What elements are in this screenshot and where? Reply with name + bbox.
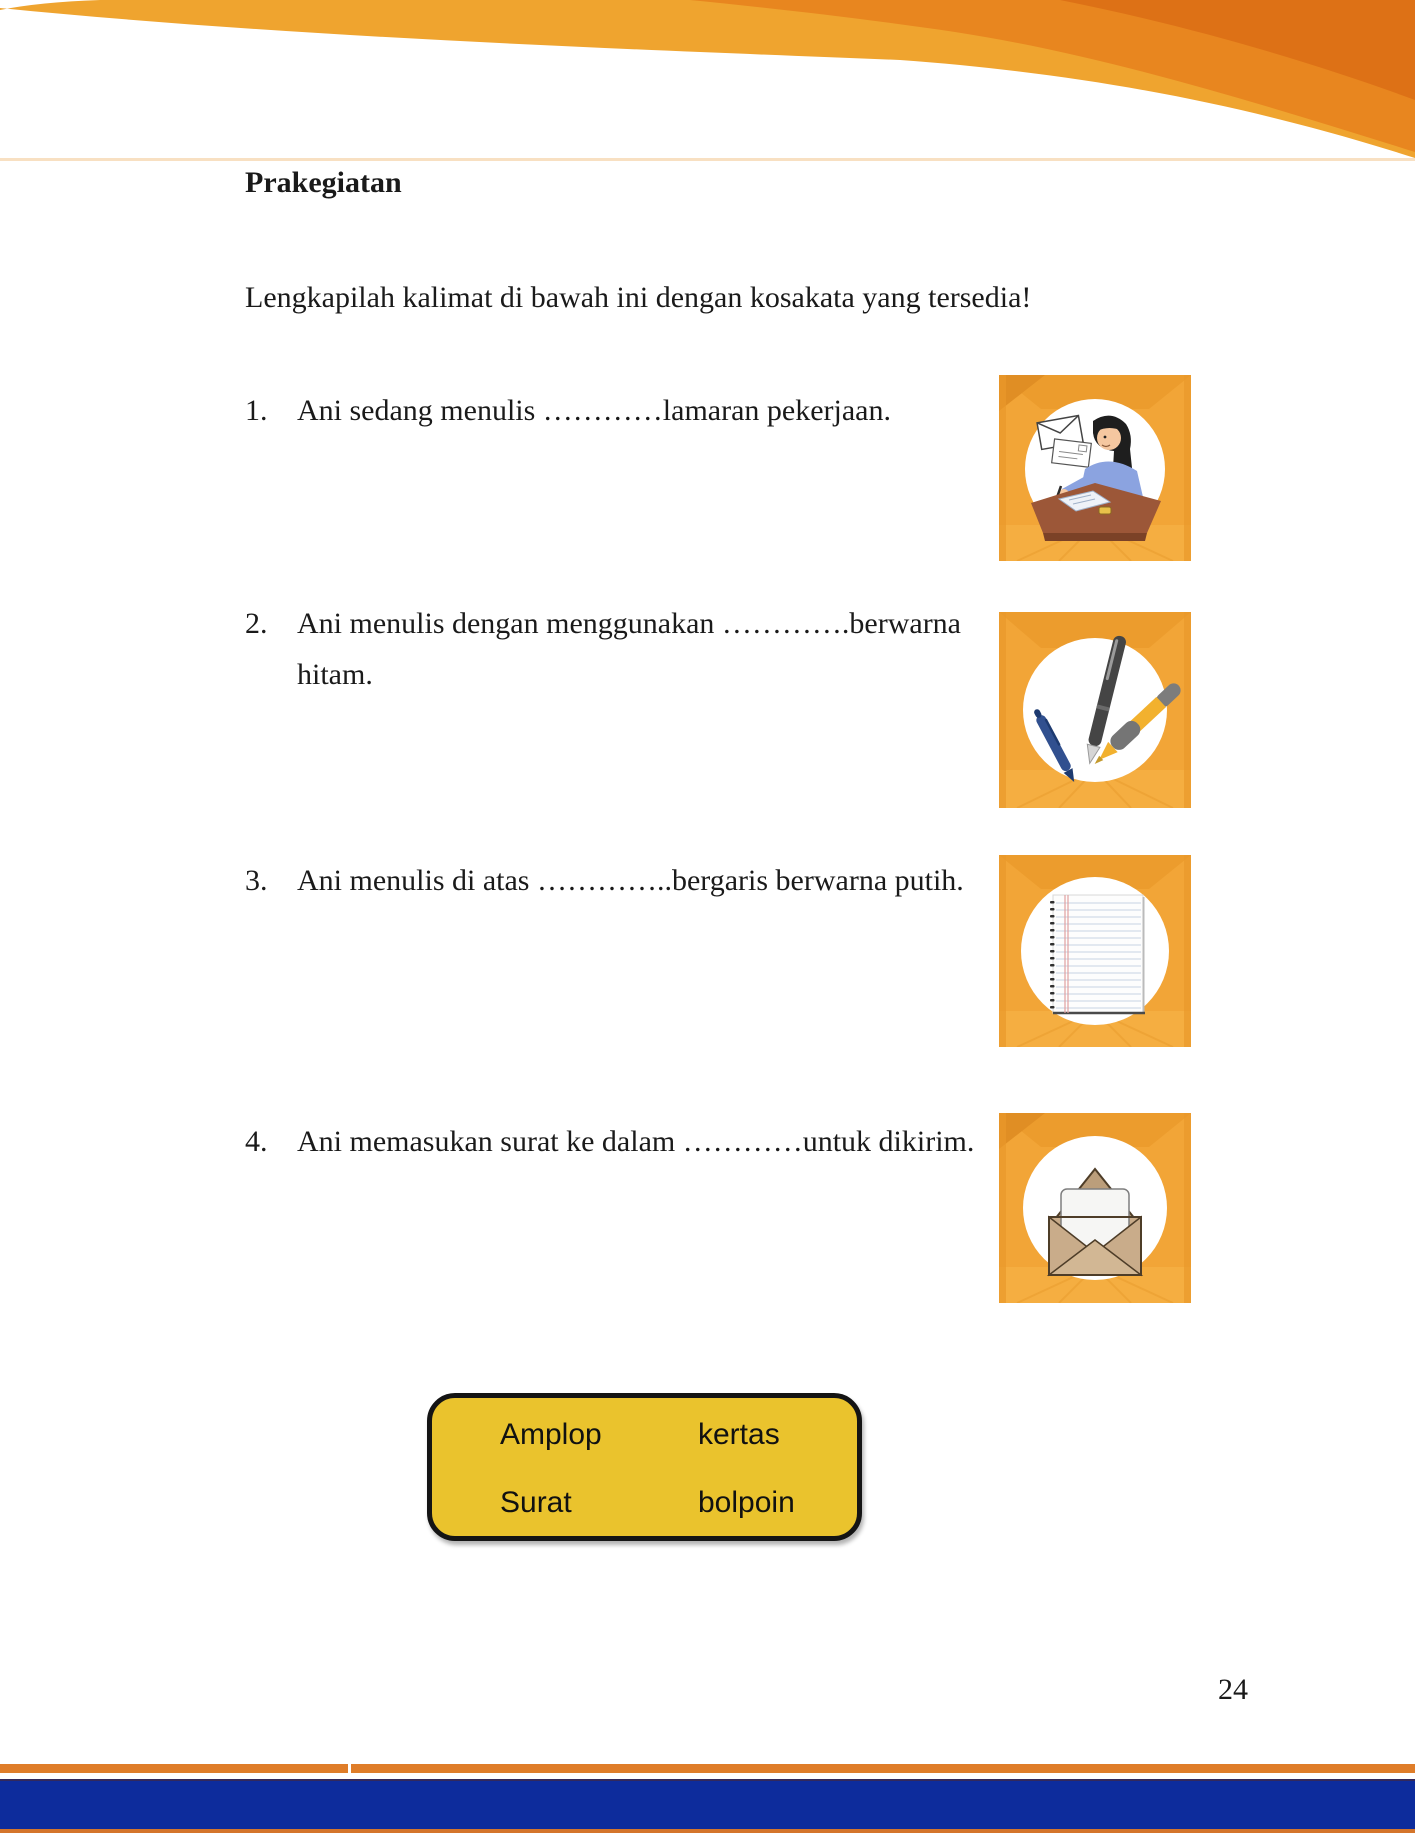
question-1 (245, 392, 891, 430)
page-title: Prakegiatan (245, 166, 402, 199)
instruction-text: Lengkapilah kalimat di bawah ini dengan kosakata yang tersedia! (245, 281, 1032, 314)
footer-bottom-strip (0, 1829, 1415, 1833)
question-2-text-line-1: Ani menulis dengan menggunakan ………….berwarna (297, 607, 961, 640)
question-3 (245, 862, 964, 900)
word-bank-word-kertas: kertas (698, 1418, 780, 1451)
footer-orange-bar (0, 1764, 1415, 1773)
girl-writing-letter-illustration (999, 375, 1191, 561)
notebook-paper-icon (1050, 895, 1145, 1013)
word-bank-box (427, 1393, 862, 1541)
lined-paper-illustration (999, 855, 1191, 1047)
three-pens-illustration (999, 612, 1191, 808)
question-1-number: 1. (245, 394, 268, 427)
question-4 (245, 1123, 974, 1161)
footer-blue-bar (0, 1779, 1415, 1829)
question-2 (245, 605, 961, 694)
word-bank-word-amplop: Amplop (500, 1418, 602, 1451)
word-bank-word-surat: Surat (500, 1486, 572, 1519)
question-2-number: 2. (245, 607, 268, 640)
page-number: 24 (1218, 1673, 1248, 1706)
open-envelope-illustration (999, 1113, 1191, 1303)
question-3-text: Ani menulis di atas …………..bergaris berwarna putih. (297, 864, 964, 897)
question-3-number: 3. (245, 864, 268, 897)
question-4-text: Ani memasukan surat ke dalam …………untuk dikirim. (297, 1125, 975, 1158)
question-4-number: 4. (245, 1125, 268, 1158)
question-2-text-line-2: hitam. (297, 658, 373, 691)
question-1-text: Ani sedang menulis …………lamaran pekerjaan. (297, 394, 891, 427)
header-swoosh-graphic (0, 0, 1415, 165)
word-bank-word-bolpoin: bolpoin (698, 1486, 795, 1519)
footer-bar-divider (348, 1764, 351, 1773)
